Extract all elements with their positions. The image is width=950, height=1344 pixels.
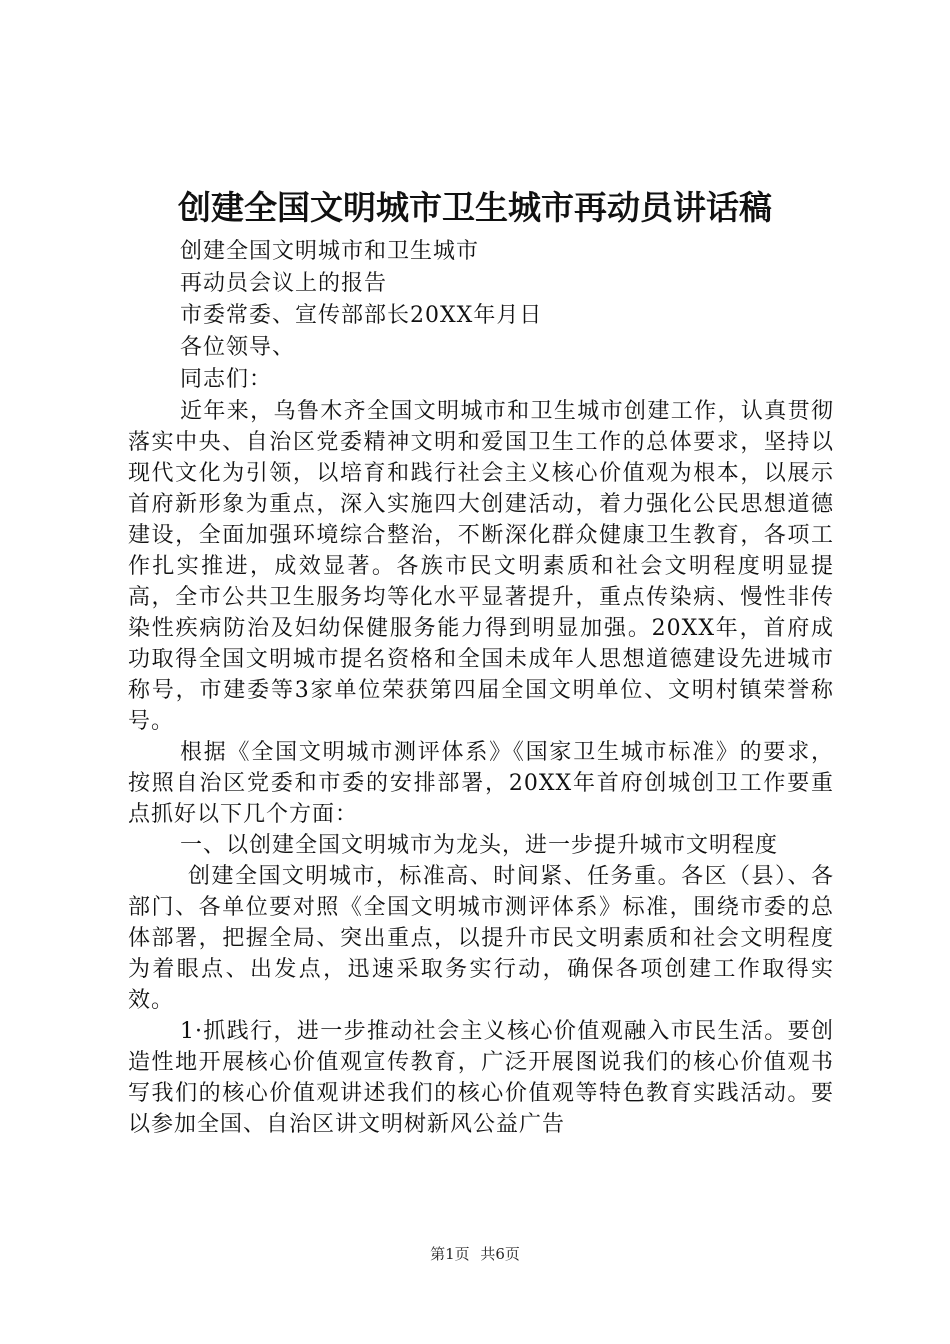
body-paragraph: 根据《全国文明城市测评体系》《国家卫生城市标准》的要求，按照自治区党委和市委的安排部署，20XX年首府创城创卫工作要重点抓好以下几个方面： (128, 740, 834, 827)
document-body (128, 236, 834, 1140)
header-line: 再动员会议上的报告 (180, 271, 388, 296)
header-line: 创建全国文明城市和卫生城市 (180, 239, 480, 264)
page-number: 第1页 (430, 1245, 470, 1263)
body-paragraph: 1·抓践行，进一步推动社会主义核心价值观融入市民生活。要创造性地开展核心价值观宣传教育，广泛开展图说我们的核心价值观书写我们的核心价值观讲述我们的核心价值观等特色教育实践活动。要以参加全国、自治区讲文明树新风公益广告 (128, 1019, 834, 1137)
body-paragraph: 近年来，乌鲁木齐全国文明城市和卫生城市创建工作，认真贯彻落实中央、自治区党委精神文明和爱国卫生工作的总体要求，坚持以现代文化为引领，以培育和践行社会主义核心价值观为根本，以展示首府新形象为重点，深入实施四大创建活动，着力强化公民思想道德建设，全面加强环境综合整治，不断深化群众健康卫生教育，各项工作扎实推进，成效显著。各族市民文明素质和社会文明程度明显提高，全市公共卫生服务均等化水平显著提升，重点传染病、慢性非传染性疾病防治及妇幼保健服务能力得到明显加强。20XX年，首府成功取得全国文明城市提名资格和全国未成年人思想道德建设先进城市称号，市建委等3家单位荣获第四届全国文明单位、文明村镇荣誉称号。 (128, 399, 834, 734)
body-paragraph: 创建全国文明城市，标准高、时间紧、任务重。各区（县）、各部门、各单位要对照《全国文明城市测评体系》标准，围绕市委的总体部署，把握全局、突出重点，以提升市民文明素质和社会文明程度为着眼点、出发点，迅速采取务实行动，确保各项创建工作取得实效。 (128, 864, 834, 1013)
page-footer (0, 1243, 950, 1265)
salutation-line: 同志们： (180, 367, 273, 392)
page-total: 共6页 (480, 1245, 520, 1263)
salutation-line: 各位领导、 (180, 335, 296, 360)
document-title: 创建全国文明城市卫生城市再动员讲话稿 (178, 188, 772, 227)
section-heading: 一、以创建全国文明城市为龙头，进一步提升城市文明程度 (180, 833, 779, 858)
header-line: 市委常委、宣传部部长20XX年月日 (180, 303, 543, 328)
